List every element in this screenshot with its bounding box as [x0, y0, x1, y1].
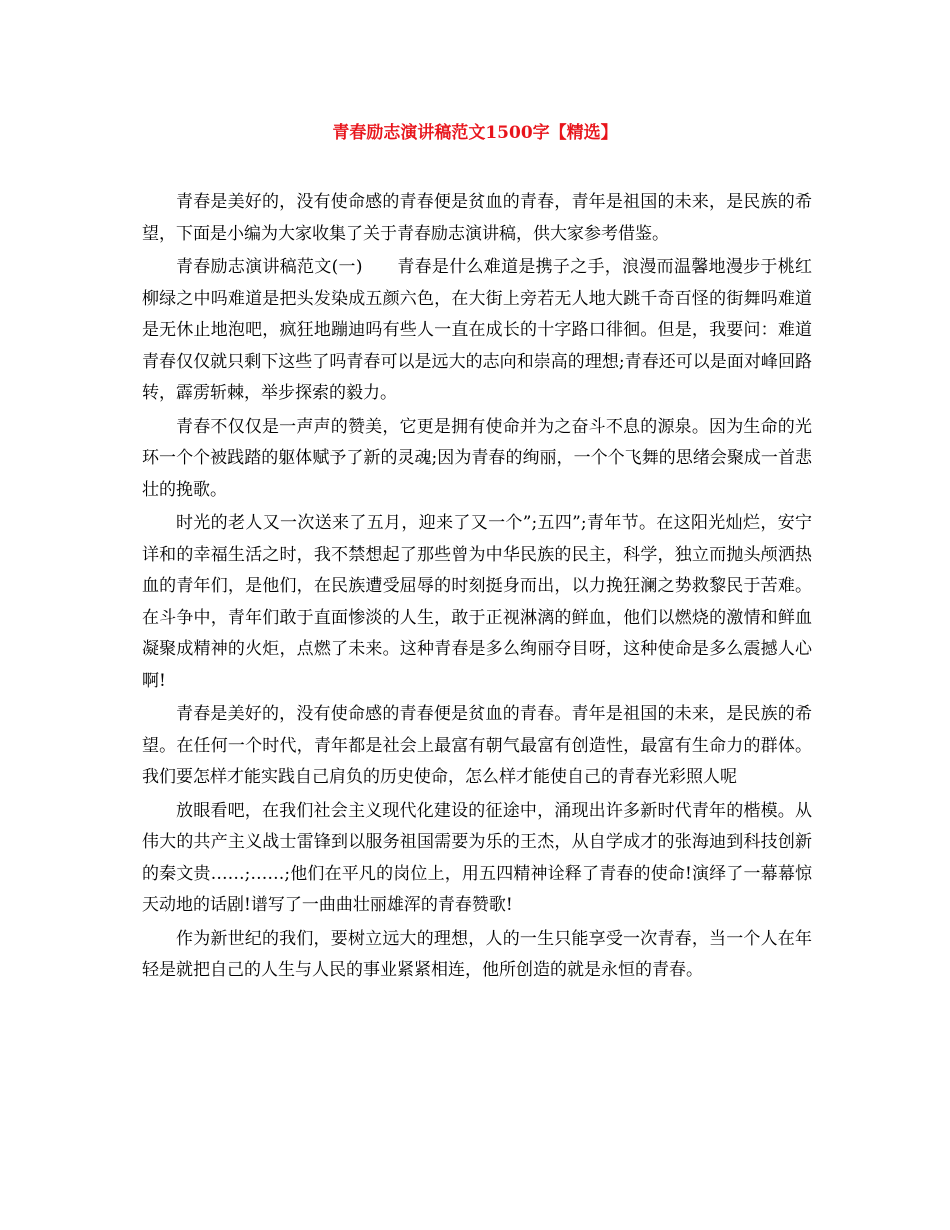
paragraph-2: 青春励志演讲稿范文(一) 青春是什么难道是携子之手，浪漫而温馨地漫步于桃红柳绿之中吗难道是把头发染成五颜六色，在大街上旁若无人地大跳千奇百怪的街舞吗难道是无休止地泡吧，疯狂地蹦迪吗有些人一直在成长的十字路口徘徊。但是，我要问：难道青春仅仅就只剩下这些了吗青春可以是远大的志向和崇高的理想;青春还可以是面对峰回路转，霹雳斩棘，举步探索的毅力。 [142, 257, 812, 403]
paragraph-4: 时光的老人又一次送来了五月，迎来了又一个”;五四”;青年节。在这阳光灿烂，安宁详和的幸福生活之时，我不禁想起了那些曾为中华民族的民主，科学，独立而抛头颅洒热血的青年们，是他们，在民族遭受屈辱的时刻挺身而出，以力挽狂澜之势救黎民于苦难。在斗争中，青年们敢于直面惨淡的人生，敢于正视淋漓的鲜血，他们以燃烧的激情和鲜血凝聚成精神的火炬，点燃了未来。这种青春是多么绚丽夺目呀，这种使命是多么震撼人心啊! [142, 513, 812, 691]
paragraph-1: 青春是美好的，没有使命感的青春便是贫血的青春，青年是祖国的未来，是民族的希望，下面是小编为大家收集了关于青春励志演讲稿，供大家参考借鉴。 [142, 192, 812, 244]
document-body [142, 187, 812, 989]
paragraph-6: 放眼看吧，在我们社会主义现代化建设的征途中，涌现出许多新时代青年的楷模。从伟大的共产主义战士雷锋到以服务祖国需要为乐的王杰，从自学成才的张海迪到科技创新的秦文贵……;……;他们在平凡的岗位上，用五四精神诠释了青春的使命!演绎了一幕幕惊天动地的话剧!谱写了一曲曲壮丽雄浑的青春赞歌! [142, 800, 812, 915]
paragraph-3: 青春不仅仅是一声声的赞美，它更是拥有使命并为之奋斗不息的源泉。因为生命的光环一个个被践踏的躯体赋予了新的灵魂;因为青春的绚丽，一个个飞舞的思绪会聚成一首悲壮的挽歌。 [142, 416, 812, 500]
paragraph-5: 青春是美好的，没有使命感的青春便是贫血的青春。青年是祖国的未来，是民族的希望。在任何一个时代，青年都是社会上最富有朝气最富有创造性，最富有生命力的群体。我们要怎样才能实践自己肩负的历史使命，怎么样才能使自己的青春光彩照人呢 [142, 704, 812, 787]
paragraph-7: 作为新世纪的我们，要树立远大的理想，人的一生只能享受一次青春，当一个人在年轻是就把自己的人生与人民的事业紧紧相连，他所创造的就是永恒的青春。 [142, 928, 812, 980]
document-title: 青春励志演讲稿范文1500字【精选】 [332, 123, 618, 143]
